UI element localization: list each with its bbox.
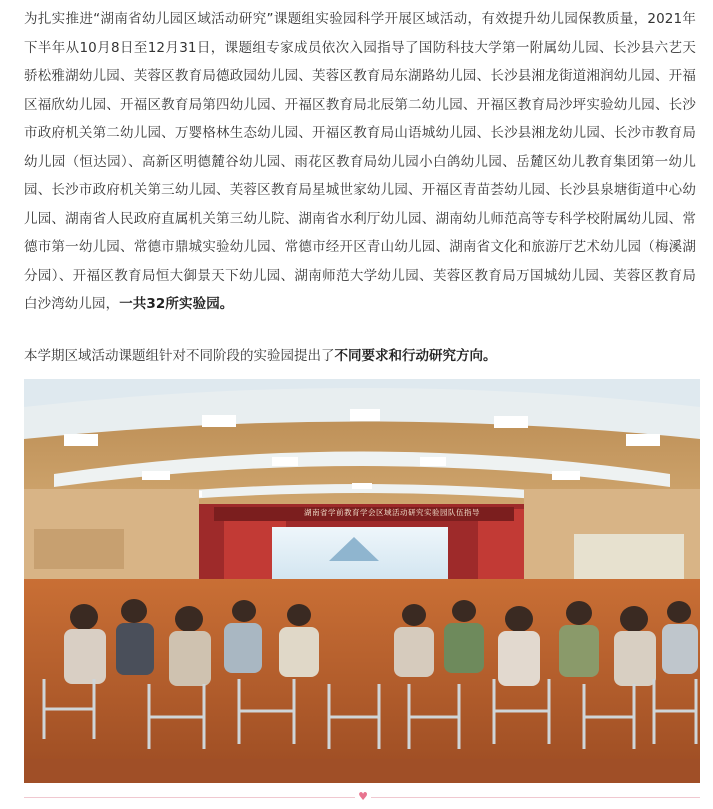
requirements-paragraph-emphasis: 不同要求和行动研究方向。 [334, 348, 497, 364]
stage-banner: 湖南省学前教育学会区域活动研究实验园队伍指导 [304, 508, 480, 517]
heart-icon: ♥ [355, 789, 371, 805]
auditorium-photo-drawing [24, 379, 700, 783]
intro-paragraph-emphasis: 一共32所实验园。 [119, 296, 234, 312]
intro-paragraph-text: 为扎实推进“湖南省幼儿园区域活动研究”课题组实验园科学开展区域活动，有效提升幼儿园保教质量，2021年下半年从10月8日至12月31日，课题组专家成员依次入园指导了国防科技大学第一附属幼儿园、长沙县六艺天骄松雅湖幼儿园、芙蓉区教育局德政园幼儿园、芙蓉区教育局东湖路幼儿园、长沙县湘龙街道湘润幼儿园、开福区福欣幼儿园、开福区教育局第四幼儿园、开福区教育局北辰第二幼儿园、开福区教育局沙坪实验幼儿园、长沙市政府机关第二幼儿园、万婴格林生态幼儿园、开福区教育局山语城幼儿园、长沙县湘龙幼儿园、长沙市教育局幼儿园（恒达园）、高新区明德麓谷幼儿园、雨花区教育局幼儿园小白鸽幼儿园、岳麓区幼儿教育集团第一幼儿园、长沙市政府机关第三幼儿园、芙蓉区教育局星城世家幼儿园、开福区青苗荟幼儿园、长沙县泉塘街道中心幼儿园、湖南省人民政府直属机关第三幼儿院、湖南省水利厅幼儿园、湖南幼儿师范高等专科学校附属幼儿园、常德市第一幼儿园、常德市鼎城实验幼儿园、常德市经开区青山幼儿园、湖南省文化和旅游厅艺术幼儿园（梅溪湖分园）、开福区教育局恒大御景天下幼儿园、湖南师范大学幼儿园、芙蓉区教育局万国城幼儿园、芙蓉区教育局白沙湾幼儿园， [24, 11, 696, 312]
requirements-paragraph-text: 本学期区域活动课题组针对不同阶段的实验园提出了 [24, 348, 335, 364]
intro-paragraph [24, 5, 696, 319]
requirements-paragraph [24, 342, 696, 370]
auditorium-photo [24, 379, 700, 783]
